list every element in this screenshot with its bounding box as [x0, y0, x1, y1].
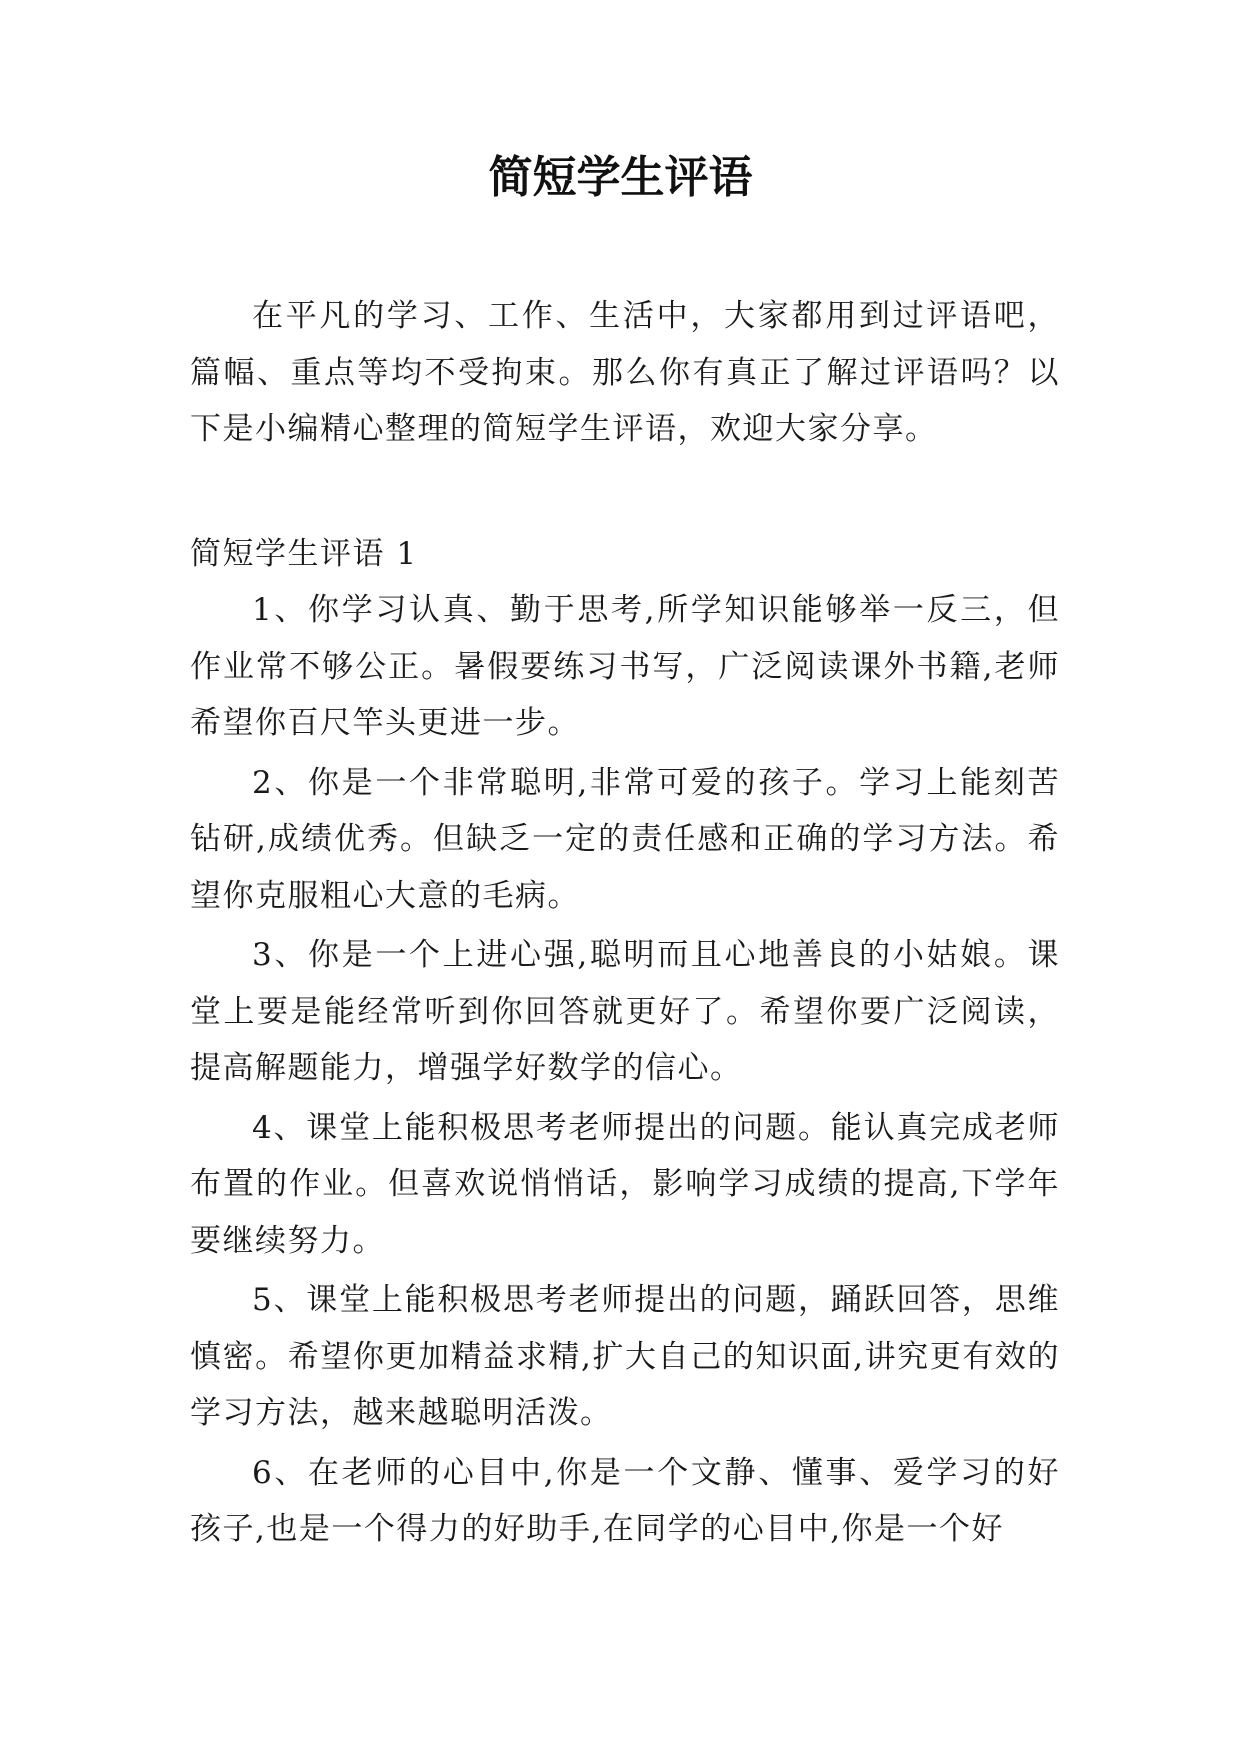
- comment-item-2: 2、你是一个非常聪明,非常可爱的孩子。学习上能刻苦钻研,成绩优秀。但缺乏一定的责任感和正确的学习方法。希望你克服粗心大意的毛病。: [190, 764, 1060, 914]
- comment-item-1: 1、你学习认真、勤于思考,所学知识能够举一反三，但作业常不够公正。暑假要练习书写，广泛阅读课外书籍,老师希望你百尺竿头更进一步。: [190, 592, 1060, 741]
- comment-item-4: 4、课堂上能积极思考老师提出的问题。能认真完成老师布置的作业。但喜欢说悄悄话，影响学习成绩的提高,下学年要继续努力。: [190, 1109, 1060, 1259]
- comment-item-3: 3、你是一个上进心强,聪明而且心地善良的小姑娘。课堂上要是能经常听到你回答就更好了。希望你要广泛阅读，提高解题能力，增强学好数学的信心。: [190, 937, 1060, 1086]
- intro-paragraph: 在平凡的学习、工作、生活中，大家都用到过评语吧，篇幅、重点等均不受拘束。那么你有真正了解过评语吗？以下是小编精心整理的简短学生评语，欢迎大家分享。: [190, 298, 1060, 447]
- comment-item-6: 6、在老师的心目中,你是一个文静、懂事、爱学习的好孩子,也是一个得力的好助手,在同学的心目中,你是一个好: [190, 1454, 1060, 1547]
- document-title: 简短学生评语: [488, 152, 753, 203]
- document-body: [190, 288, 1060, 1561]
- section-heading: 简短学生评语 1: [190, 535, 418, 572]
- comment-item-5: 5、课堂上能积极思考老师提出的问题，踊跃回答，思维慎密。希望你更加精益求精,扩大自己的知识面,讲究更有效的学习方法，越来越聪明活泼。: [190, 1282, 1060, 1431]
